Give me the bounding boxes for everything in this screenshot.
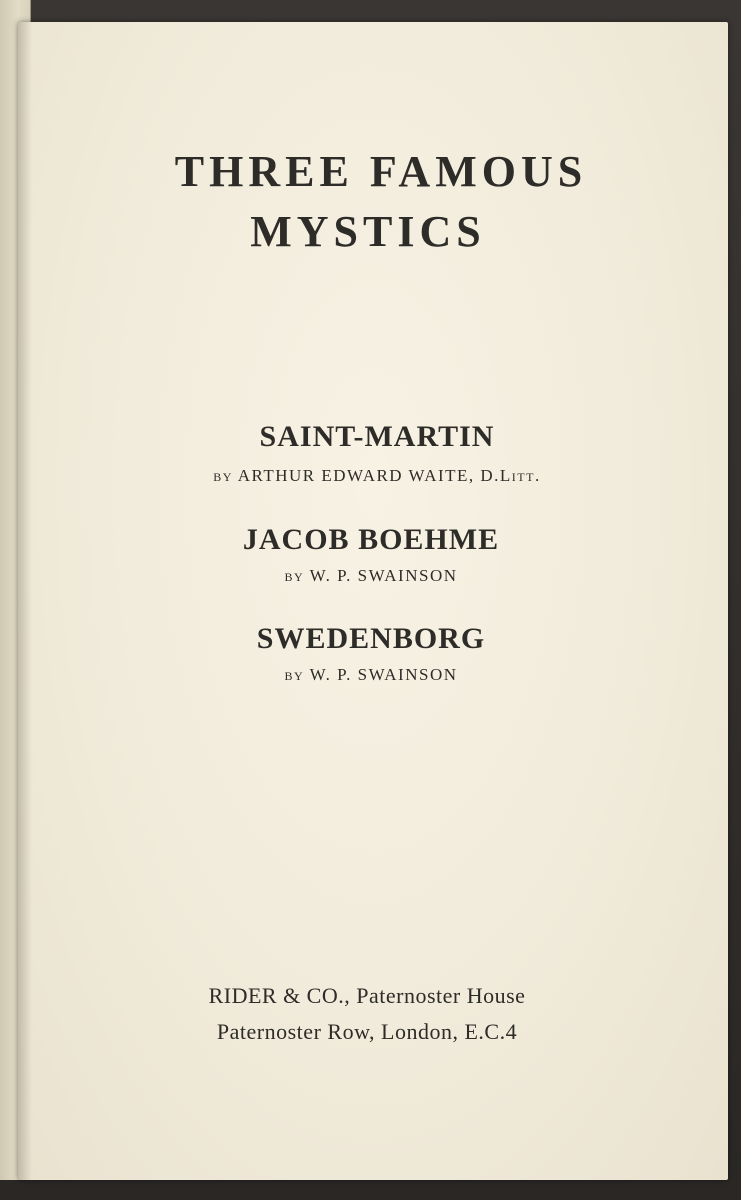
subject-jacob-boehme: JACOB BOEHME [242,523,500,556]
author-jacob-boehme: by W. P. SWAINSON [284,566,458,585]
book-title-line-2: MYSTICS [250,207,486,256]
author-saint-martin: by ARTHUR EDWARD WAITE, D.Litt. [213,466,541,485]
book-title-line-1: THREE FAMOUS [174,147,588,196]
author-swedenborg: by W. P. SWAINSON [284,665,458,684]
subject-swedenborg: SWEDENBORG [256,622,486,655]
subject-saint-martin: SAINT-MARTIN [259,420,495,453]
publisher-line-1: RIDER & CO., Paternoster House [208,983,526,1008]
publisher-line-2: Paternoster Row, London, E.C.4 [216,1019,518,1044]
title-page [18,22,728,1180]
